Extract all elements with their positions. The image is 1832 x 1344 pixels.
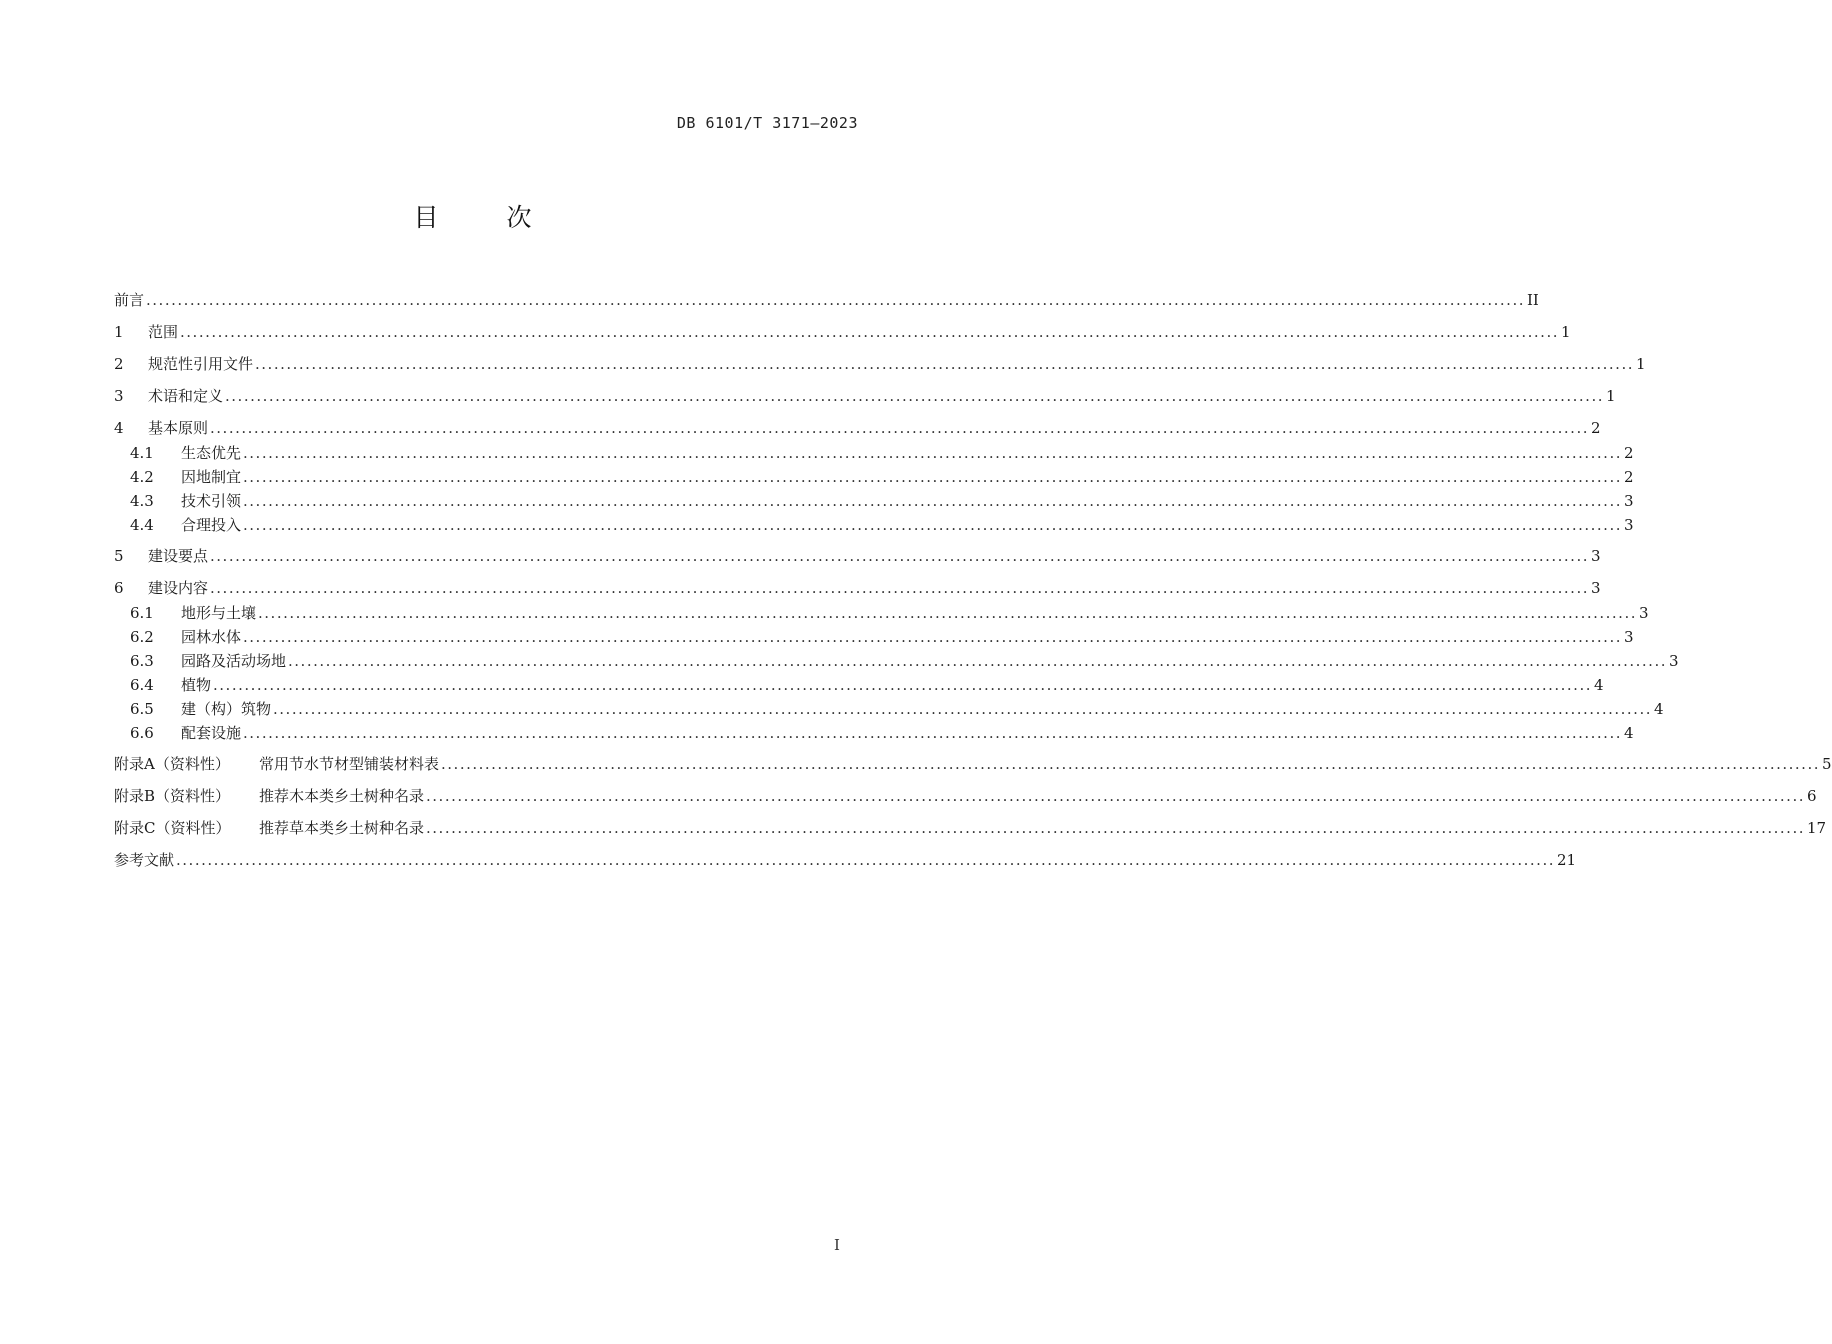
toc-entry-number: 附录A（资料性） xyxy=(114,755,230,773)
toc-entry-number: 4.2 xyxy=(130,468,154,486)
toc-entry[interactable] xyxy=(114,674,1604,696)
toc-entry-label: 基本原则 xyxy=(148,419,209,437)
toc-entry-page: 3 xyxy=(1591,579,1601,597)
toc-entry-page: 4 xyxy=(1624,724,1634,742)
toc-entry[interactable] xyxy=(114,650,1679,672)
toc-entry-page: 6 xyxy=(1807,787,1817,805)
toc-entry[interactable] xyxy=(114,626,1634,648)
toc-entry-page: 2 xyxy=(1591,419,1601,437)
toc-entry[interactable] xyxy=(114,698,1664,720)
dot-leader: ............................................................................................................................................................................................................................ xyxy=(243,628,1622,646)
toc-entry-page: 4 xyxy=(1594,676,1604,694)
dot-leader: ............................................................................................................................................................................................................................ xyxy=(426,819,1805,837)
toc-entry[interactable] xyxy=(114,353,1646,375)
toc-entry-number: 6.1 xyxy=(130,604,154,622)
toc-entry-number: 6.4 xyxy=(130,676,154,694)
toc-entry-page: 1 xyxy=(1636,355,1646,373)
toc-entry[interactable] xyxy=(114,602,1649,624)
dot-leader: ............................................................................................................................................................................................................................ xyxy=(146,291,1525,309)
dot-leader: ............................................................................................................................................................................................................................ xyxy=(176,851,1555,869)
toc-entry-page: 3 xyxy=(1624,628,1634,646)
toc-entry[interactable] xyxy=(114,577,1601,599)
toc-entry-page: 1 xyxy=(1561,323,1571,341)
dot-leader: ............................................................................................................................................................................................................................ xyxy=(210,579,1589,597)
dot-leader: ............................................................................................................................................................................................................................ xyxy=(243,444,1622,462)
toc-entry-number: 6.6 xyxy=(130,724,154,742)
toc-entry[interactable] xyxy=(114,817,1827,839)
toc-entry-page: 3 xyxy=(1624,492,1634,510)
toc-entry[interactable] xyxy=(114,722,1634,744)
toc-entry[interactable] xyxy=(114,514,1634,536)
toc-entry-label: 建（构）筑物 xyxy=(181,700,272,718)
dot-leader: ............................................................................................................................................................................................................................ xyxy=(441,755,1820,773)
dot-leader: ............................................................................................................................................................................................................................ xyxy=(255,355,1634,373)
toc-entry-label: 地形与土壤 xyxy=(181,604,257,622)
toc-entry-label: 参考文献 xyxy=(114,851,175,869)
toc-entry-label: 合理投入 xyxy=(181,516,242,534)
document-code: DB 6101/T 3171—2023 xyxy=(676,114,858,132)
toc-entry-page: 3 xyxy=(1624,516,1634,534)
toc-entry[interactable] xyxy=(114,785,1817,807)
toc-entry-label: 建设要点 xyxy=(148,547,209,565)
dot-leader: ............................................................................................................................................................................................................................ xyxy=(225,387,1604,405)
toc-entry-page: 5 xyxy=(1822,755,1832,773)
toc-entry-label: 技术引领 xyxy=(181,492,242,510)
toc-entry-label: 建设内容 xyxy=(148,579,209,597)
toc-entry-label: 前言 xyxy=(114,291,145,309)
toc-entry-label: 配套设施 xyxy=(181,724,242,742)
toc-entry-label: 规范性引用文件 xyxy=(148,355,254,373)
toc-entry[interactable] xyxy=(114,417,1601,439)
toc-entry-number: 4 xyxy=(114,419,124,437)
dot-leader: ............................................................................................................................................................................................................................ xyxy=(210,547,1589,565)
dot-leader: ............................................................................................................................................................................................................................ xyxy=(258,604,1637,622)
toc-entry-number: 4.1 xyxy=(130,444,154,462)
toc-entry-page: 4 xyxy=(1654,700,1664,718)
toc-entry-label: 园林水体 xyxy=(181,628,242,646)
toc-entry-number: 附录C（资料性） xyxy=(114,819,231,837)
dot-leader: ............................................................................................................................................................................................................................ xyxy=(180,323,1559,341)
toc-entry[interactable] xyxy=(114,753,1832,775)
toc-entry-label: 植物 xyxy=(181,676,212,694)
dot-leader: ............................................................................................................................................................................................................................ xyxy=(243,468,1622,486)
toc-entry[interactable] xyxy=(114,466,1634,488)
toc-entry-page: 1 xyxy=(1606,387,1616,405)
toc-entry[interactable] xyxy=(114,442,1634,464)
toc-entry-label: 范围 xyxy=(148,323,179,341)
dot-leader: ............................................................................................................................................................................................................................ xyxy=(273,700,1652,718)
dot-leader: ............................................................................................................................................................................................................................ xyxy=(243,492,1622,510)
dot-leader: ............................................................................................................................................................................................................................ xyxy=(213,676,1592,694)
page-number: I xyxy=(834,1236,840,1254)
toc-entry-page: II xyxy=(1527,291,1539,309)
toc-entry-number: 2 xyxy=(114,355,124,373)
toc-entry-label: 园路及活动场地 xyxy=(181,652,287,670)
dot-leader: ............................................................................................................................................................................................................................ xyxy=(210,419,1589,437)
toc-entry-page: 3 xyxy=(1639,604,1649,622)
dot-leader: ............................................................................................................................................................................................................................ xyxy=(243,516,1622,534)
toc-entry-label: 因地制宜 xyxy=(181,468,242,486)
toc-entry[interactable] xyxy=(114,385,1616,407)
toc-entry[interactable] xyxy=(114,849,1577,871)
toc-entry-page: 3 xyxy=(1669,652,1679,670)
toc-entry-page: 21 xyxy=(1557,851,1577,869)
toc-entry-number: 4.4 xyxy=(130,516,154,534)
toc-entry-page: 3 xyxy=(1591,547,1601,565)
toc-entry[interactable] xyxy=(114,545,1601,567)
toc-entry-label: 术语和定义 xyxy=(148,387,224,405)
toc-entry-number: 3 xyxy=(114,387,124,405)
toc-entry-label: 常用节水节材型铺装材料表 xyxy=(259,755,440,773)
toc-entry-number: 6.5 xyxy=(130,700,154,718)
toc-entry[interactable] xyxy=(114,289,1539,311)
toc-entry-number: 5 xyxy=(114,547,124,565)
dot-leader: ............................................................................................................................................................................................................................ xyxy=(243,724,1622,742)
toc-entry-number: 4.3 xyxy=(130,492,154,510)
toc-entry-number: 6.2 xyxy=(130,628,154,646)
toc-entry-label: 推荐木本类乡土树种名录 xyxy=(259,787,425,805)
toc-entry-label: 生态优先 xyxy=(181,444,242,462)
toc-entry-page: 2 xyxy=(1624,468,1634,486)
toc-entry[interactable] xyxy=(114,321,1571,343)
dot-leader: ............................................................................................................................................................................................................................ xyxy=(288,652,1667,670)
toc-entry-number: 6 xyxy=(114,579,124,597)
toc-entry-number: 1 xyxy=(114,323,124,341)
toc-entry-page: 17 xyxy=(1807,819,1827,837)
toc-entry-page: 2 xyxy=(1624,444,1634,462)
page-title: 目 次 xyxy=(413,203,562,232)
toc-entry-label: 推荐草本类乡土树种名录 xyxy=(259,819,425,837)
toc-entry-number: 附录B（资料性） xyxy=(114,787,231,805)
toc-entry-number: 6.3 xyxy=(130,652,154,670)
toc-entry[interactable] xyxy=(114,490,1634,512)
dot-leader: ............................................................................................................................................................................................................................ xyxy=(426,787,1805,805)
